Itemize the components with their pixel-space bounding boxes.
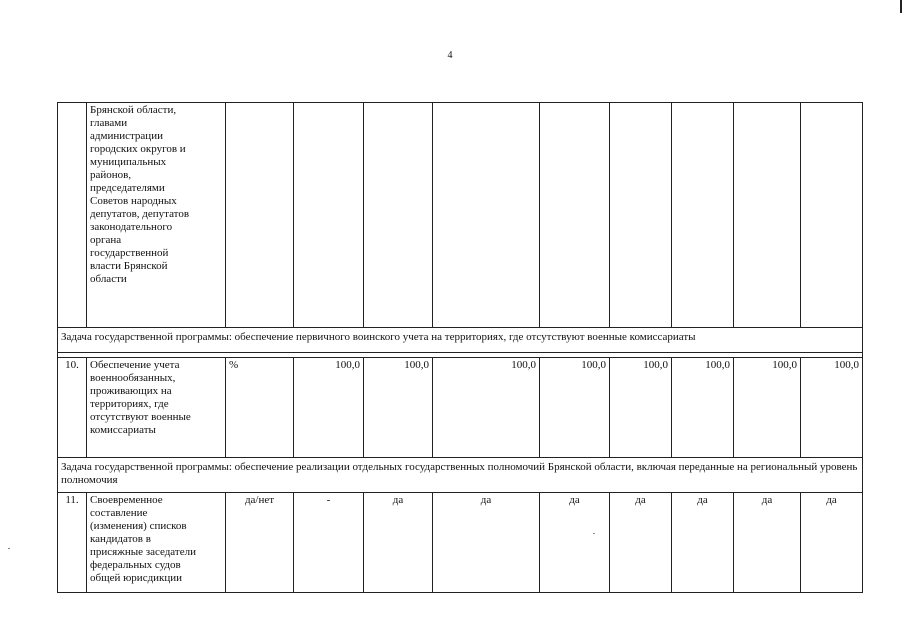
indicators-table [57, 102, 863, 593]
value-cell: да [433, 493, 540, 593]
scan-speck [593, 533, 595, 534]
value-cell: 100,0 [801, 358, 863, 458]
value-cell: 100,0 [433, 358, 540, 458]
value-cell: да [734, 493, 801, 593]
row-number: 11. [58, 493, 87, 593]
value-cell: 100,0 [294, 358, 364, 458]
cell-empty [226, 103, 294, 328]
value-cell: да [540, 493, 610, 593]
scan-edge-mark [900, 0, 902, 13]
task-heading-2: Задача государственной программы: обеспечение реализации отдельных государственных полномочий Брянской области, включая переданные на региональный уровень полномочия [58, 458, 863, 493]
value-cell: 100,0 [540, 358, 610, 458]
value-cell: 100,0 [672, 358, 734, 458]
cell-empty [433, 103, 540, 328]
table-row-11 [58, 493, 863, 593]
task-row-2 [58, 458, 863, 493]
value-cell: 100,0 [734, 358, 801, 458]
cell-empty [734, 103, 801, 328]
page-number: 4 [447, 50, 453, 61]
cell-empty [294, 103, 364, 328]
cell-empty [610, 103, 672, 328]
cell-empty [540, 103, 610, 328]
unit-cell: да/нет [226, 493, 294, 593]
value-cell: - [294, 493, 364, 593]
cell-empty [801, 103, 863, 328]
unit-cell: % [226, 358, 294, 458]
cell-empty [672, 103, 734, 328]
value-cell: 100,0 [364, 358, 433, 458]
scan-speck [8, 548, 10, 549]
task-heading-1: Задача государственной программы: обеспечение первичного воинского учета на территориях, где отсутствуют военные комиссариаты [58, 328, 863, 353]
cell-name-continuation [87, 103, 226, 328]
continuation-text: Брянской области, главами администрации городских округов и муниципальных районов, председателями Советов народных депутатов, депутатов законодательного органа государственной власти Брянской области [90, 104, 190, 285]
table-row-10 [58, 358, 863, 458]
value-cell: да [672, 493, 734, 593]
value-cell: да [610, 493, 672, 593]
indicator-name: Своевременное составление (изменения) списков кандидатов в присяжные заседатели федеральных судов общей юрисдикции [87, 493, 226, 593]
row-number: 10. [58, 358, 87, 458]
value-cell: да [364, 493, 433, 593]
value-cell: 100,0 [610, 358, 672, 458]
table-row-continuation [58, 103, 863, 328]
task-row-1 [58, 328, 863, 353]
cell-empty [364, 103, 433, 328]
indicator-name: Обеспечение учета военнообязанных, проживающих на территориях, где отсутствуют военные комиссариаты [87, 358, 226, 458]
cell-num [58, 103, 87, 328]
value-cell: да [801, 493, 863, 593]
